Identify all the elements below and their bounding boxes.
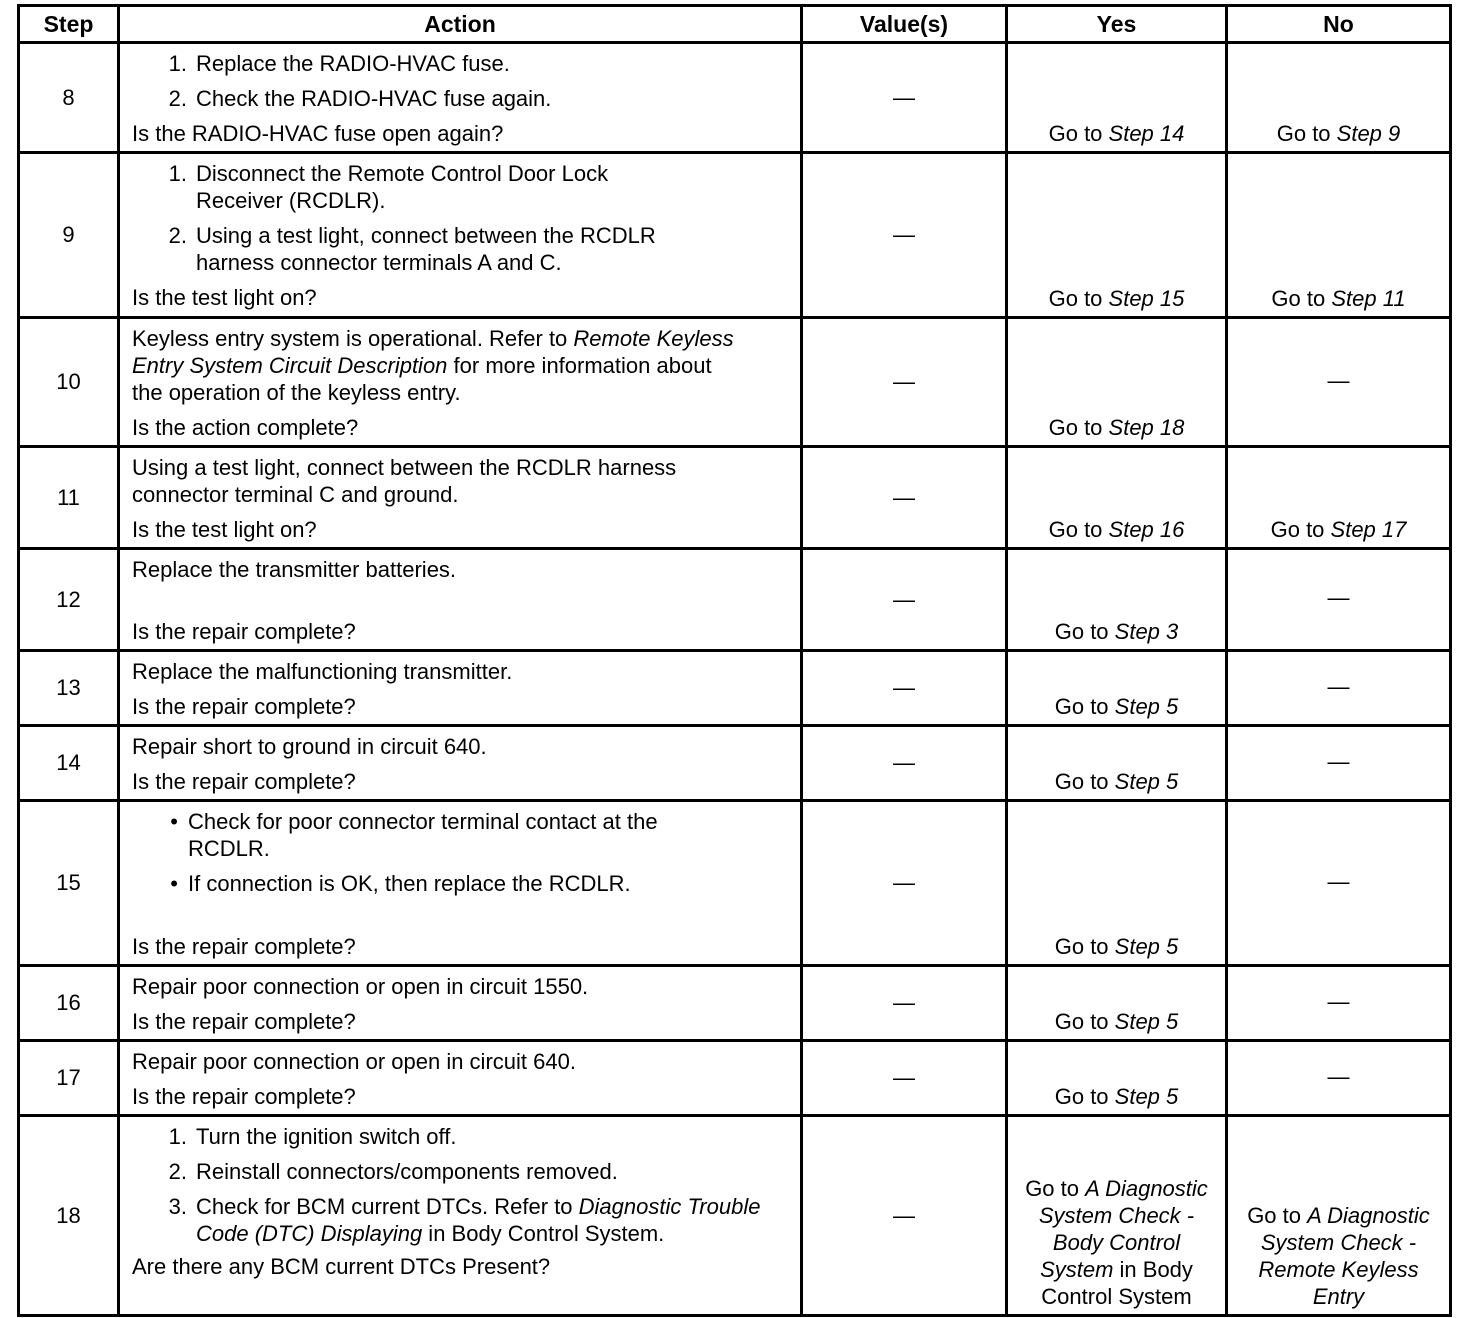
values-cell: — bbox=[802, 966, 1007, 1041]
action-cell bbox=[119, 447, 802, 549]
step-number: 13 bbox=[19, 651, 119, 726]
action-text: Replace the transmitter batteries. bbox=[132, 557, 457, 582]
step-reference: Step 5 bbox=[1114, 1084, 1179, 1109]
action-text: Keyless entry system is operational. Refer to Remote Keyless Entry System Circuit Description for more information about the operation of the keyless entry. bbox=[132, 326, 734, 405]
yes-cell: Go to Step 18 bbox=[1007, 318, 1227, 447]
no-cell: — bbox=[1227, 801, 1451, 966]
values-cell: — bbox=[802, 318, 1007, 447]
action-cell bbox=[119, 549, 802, 651]
action-text: Repair poor connection or open in circuit 640. bbox=[132, 1049, 576, 1074]
no-cell: Go to Step 17 bbox=[1227, 447, 1451, 549]
action-text: Repair poor connection or open in circuit 1550. bbox=[132, 974, 589, 999]
action-item: Reinstall connectors/components removed. bbox=[196, 1159, 618, 1184]
values-cell: — bbox=[802, 1116, 1007, 1316]
table-row bbox=[19, 966, 1451, 1041]
no-cell: — bbox=[1227, 651, 1451, 726]
action-item: Check for BCM current DTCs. Refer to Diagnostic Trouble Code (DTC) Displaying in Body Control System. bbox=[196, 1194, 761, 1246]
action-text: Replace the malfunctioning transmitter. bbox=[132, 659, 513, 684]
header-values: Value(s) bbox=[802, 6, 1007, 43]
action-question: Is the repair complete? bbox=[132, 694, 356, 719]
values-cell: — bbox=[802, 1041, 1007, 1116]
action-cell: 1. Turn the ignition switch off. 2. Reinstall connectors/components removed. 3. Check for BCM current DTCs. Refer to Diagnostic Trouble Code (DTC) Displaying in Body Control System. Are there any BCM current DTCs Present? bbox=[119, 1116, 802, 1316]
step-reference: Step 5 bbox=[1114, 1009, 1179, 1034]
table-row bbox=[19, 1041, 1451, 1116]
step-reference: Step 18 bbox=[1108, 415, 1185, 440]
diagnostic-table bbox=[17, 4, 1452, 1317]
header-step: Step bbox=[19, 6, 119, 43]
action-item: Replace the RADIO-HVAC fuse. bbox=[196, 51, 510, 76]
table-row bbox=[19, 1116, 1451, 1316]
no-cell: Go to Step 9 bbox=[1227, 43, 1451, 153]
action-item: Turn the ignition switch off. bbox=[196, 1124, 457, 1149]
action-cell bbox=[119, 726, 802, 801]
action-question: Is the repair complete? bbox=[132, 1084, 356, 1109]
action-text: Repair short to ground in circuit 640. bbox=[132, 734, 487, 759]
values-cell: — bbox=[802, 549, 1007, 651]
values-cell: — bbox=[802, 651, 1007, 726]
yes-cell: Go to Step 5 bbox=[1007, 801, 1227, 966]
action-text: Using a test light, connect between the RCDLR harness connector terminal C and ground. bbox=[132, 455, 677, 507]
step-number: 17 bbox=[19, 1041, 119, 1116]
table-row bbox=[19, 318, 1451, 447]
yes-cell: Go to Step 16 bbox=[1007, 447, 1227, 549]
step-number: 8 bbox=[19, 43, 119, 153]
step-reference: Step 17 bbox=[1330, 517, 1407, 542]
action-cell: 1. Replace the RADIO-HVAC fuse. 2. Check the RADIO-HVAC fuse again. Is the RADIO-HVAC fuse open again? bbox=[119, 43, 802, 153]
action-item: Using a test light, connect between the RCDLR harness connector terminals A and C. bbox=[196, 223, 656, 275]
action-item: If connection is OK, then replace the RCDLR. bbox=[188, 871, 631, 896]
values-cell: — bbox=[802, 447, 1007, 549]
no-cell: — bbox=[1227, 1041, 1451, 1116]
step-reference: Step 3 bbox=[1114, 619, 1179, 644]
header-action: Action bbox=[119, 6, 802, 43]
action-item: Disconnect the Remote Control Door Lock Receiver (RCDLR). bbox=[196, 161, 609, 213]
step-reference: Step 5 bbox=[1114, 934, 1179, 959]
action-cell bbox=[119, 966, 802, 1041]
values-cell: — bbox=[802, 726, 1007, 801]
header-no: No bbox=[1227, 6, 1451, 43]
action-question: Is the RADIO-HVAC fuse open again? bbox=[132, 121, 504, 146]
step-reference: Step 5 bbox=[1114, 694, 1179, 719]
step-number: 15 bbox=[19, 801, 119, 966]
no-cell: — bbox=[1227, 318, 1451, 447]
action-question: Is the test light on? bbox=[132, 517, 317, 542]
table-row bbox=[19, 43, 1451, 153]
action-question: Is the repair complete? bbox=[132, 619, 356, 644]
action-item: Check for poor connector terminal contact at the RCDLR. bbox=[188, 809, 658, 861]
step-number: 14 bbox=[19, 726, 119, 801]
action-question: Is the action complete? bbox=[132, 415, 359, 440]
yes-cell: Go to Step 5 bbox=[1007, 726, 1227, 801]
table-row bbox=[19, 651, 1451, 726]
no-cell: Go to Step 11 bbox=[1227, 153, 1451, 318]
values-cell: — bbox=[802, 43, 1007, 153]
header-row bbox=[19, 6, 1451, 43]
step-reference: Step 5 bbox=[1114, 769, 1179, 794]
table-row bbox=[19, 153, 1451, 318]
step-number: 11 bbox=[19, 447, 119, 549]
no-cell: — bbox=[1227, 726, 1451, 801]
action-question: Is the repair complete? bbox=[132, 769, 356, 794]
action-question: Are there any BCM current DTCs Present? bbox=[132, 1254, 551, 1279]
step-reference: Step 15 bbox=[1108, 286, 1185, 311]
action-cell bbox=[119, 1041, 802, 1116]
yes-cell: Go to Step 5 bbox=[1007, 966, 1227, 1041]
yes-cell: Go to Step 3 bbox=[1007, 549, 1227, 651]
action-cell bbox=[119, 318, 802, 447]
no-cell: — bbox=[1227, 966, 1451, 1041]
action-cell: • Check for poor connector terminal contact at the RCDLR. • If connection is OK, then replace the RCDLR. Is the repair complete? bbox=[119, 801, 802, 966]
action-question: Is the repair complete? bbox=[132, 1009, 356, 1034]
step-reference: Step 9 bbox=[1336, 121, 1401, 146]
step-number: 18 bbox=[19, 1116, 119, 1316]
action-cell: 1. Disconnect the Remote Control Door Lock Receiver (RCDLR). 2. Using a test light, connect between the RCDLR harness connector terminals A and C. Is the test light on? bbox=[119, 153, 802, 318]
yes-cell: Go to A Diagnostic System Check - Body Control System in Body Control System bbox=[1007, 1116, 1227, 1316]
yes-cell: Go to Step 5 bbox=[1007, 651, 1227, 726]
action-cell bbox=[119, 651, 802, 726]
header-yes: Yes bbox=[1007, 6, 1227, 43]
step-reference: Step 16 bbox=[1108, 517, 1185, 542]
table-row bbox=[19, 447, 1451, 549]
step-reference: Step 11 bbox=[1331, 286, 1406, 311]
step-number: 12 bbox=[19, 549, 119, 651]
step-reference: A Diagnostic System Check - Remote Keyless Entry bbox=[1258, 1203, 1430, 1309]
step-number: 10 bbox=[19, 318, 119, 447]
no-cell: Go to A Diagnostic System Check - Remote Keyless Entry bbox=[1227, 1116, 1451, 1316]
step-reference: A Diagnostic System Check - Body Control System bbox=[1038, 1176, 1208, 1282]
values-cell: — bbox=[802, 153, 1007, 318]
values-cell: — bbox=[802, 801, 1007, 966]
step-number: 9 bbox=[19, 153, 119, 318]
yes-cell: Go to Step 5 bbox=[1007, 1041, 1227, 1116]
step-reference: Step 14 bbox=[1108, 121, 1185, 146]
no-cell: — bbox=[1227, 549, 1451, 651]
table-row bbox=[19, 801, 1451, 966]
yes-cell: Go to Step 15 bbox=[1007, 153, 1227, 318]
table-row bbox=[19, 726, 1451, 801]
action-item: Check the RADIO-HVAC fuse again. bbox=[196, 86, 552, 111]
step-number: 16 bbox=[19, 966, 119, 1041]
yes-cell: Go to Step 14 bbox=[1007, 43, 1227, 153]
action-question: Is the repair complete? bbox=[132, 934, 356, 959]
action-question: Is the test light on? bbox=[132, 285, 317, 310]
table-row bbox=[19, 549, 1451, 651]
